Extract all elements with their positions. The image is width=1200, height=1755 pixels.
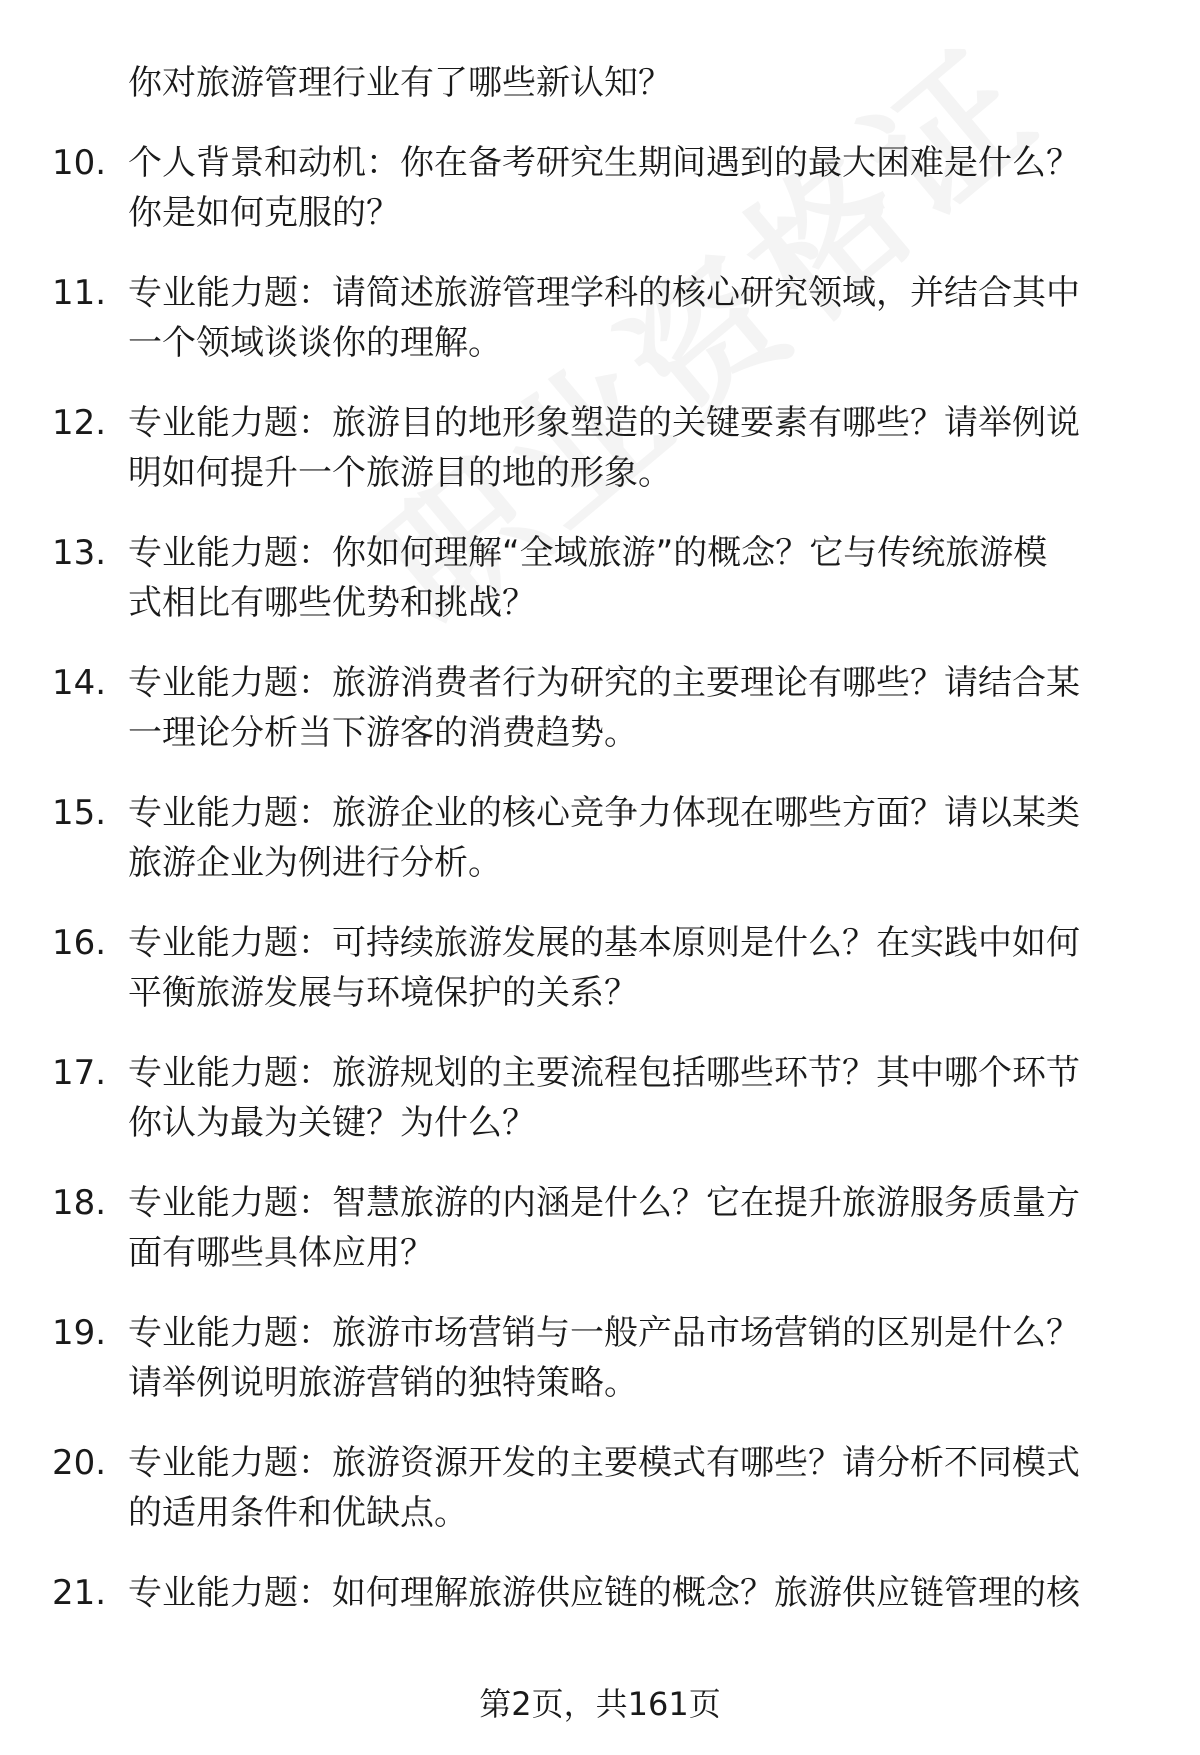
question-item	[0, 398, 1200, 526]
question-item	[0, 1438, 1200, 1566]
page-footer: 第2页，共161页	[479, 1685, 721, 1723]
question-number: 19.	[52, 1313, 107, 1353]
question-text-line: 式相比有哪些优势和挑战？	[128, 583, 536, 623]
question-text-line: 专业能力题：智慧旅游的内涵是什么？它在提升旅游服务质量方	[128, 1183, 1080, 1223]
question-item	[0, 138, 1200, 266]
question-item	[0, 1568, 1200, 1696]
question-number: 13.	[52, 533, 107, 573]
question-text-line: 你是如何克服的？	[128, 193, 400, 233]
question-number: 16.	[52, 923, 107, 963]
question-text-line: 请举例说明旅游营销的独特策略。	[128, 1363, 638, 1403]
question-item	[0, 1048, 1200, 1176]
question-number: 12.	[52, 403, 107, 443]
question-text-line: 专业能力题：旅游规划的主要流程包括哪些环节？其中哪个环节	[128, 1053, 1080, 1093]
question-number: 15.	[52, 793, 107, 833]
question-number: 20.	[52, 1443, 107, 1483]
question-text-line: 专业能力题：请简述旅游管理学科的核心研究领域，并结合其中	[128, 273, 1080, 313]
question-number: 21.	[52, 1573, 107, 1613]
question-text-line: 明如何提升一个旅游目的地的形象。	[128, 453, 672, 493]
question-text-line: 一理论分析当下游客的消费趋势。	[128, 713, 638, 753]
question-text-line: 专业能力题：旅游资源开发的主要模式有哪些？请分析不同模式	[128, 1443, 1080, 1483]
question-text-line: 的适用条件和优缺点。	[128, 1493, 468, 1533]
question-text-line: 专业能力题：旅游市场营销与一般产品市场营销的区别是什么？	[128, 1313, 1080, 1353]
continuation-text: 你对旅游管理行业有了哪些新认知？	[128, 63, 672, 103]
question-item	[0, 528, 1200, 656]
question-item	[0, 918, 1200, 1046]
question-text-line: 面有哪些具体应用？	[128, 1233, 434, 1273]
question-number: 18.	[52, 1183, 107, 1223]
question-number: 17.	[52, 1053, 107, 1093]
question-text-line: 平衡旅游发展与环境保护的关系？	[128, 973, 638, 1013]
question-text-line: 你认为最为关键？为什么？	[128, 1103, 536, 1143]
question-text-line: 专业能力题：旅游目的地形象塑造的关键要素有哪些？请举例说	[128, 403, 1080, 443]
question-text-line: 一个领域谈谈你的理解。	[128, 323, 502, 363]
question-number: 14.	[52, 663, 107, 703]
question-text-line: 专业能力题：你如何理解“全域旅游”的概念？它与传统旅游模	[128, 533, 1048, 573]
question-text-line: 专业能力题：旅游企业的核心竞争力体现在哪些方面？请以某类	[128, 793, 1080, 833]
question-text-line: 个人背景和动机：你在备考研究生期间遇到的最大困难是什么？	[128, 143, 1080, 183]
question-text-line: 专业能力题：旅游消费者行为研究的主要理论有哪些？请结合某	[128, 663, 1080, 703]
question-text-line: 专业能力题：可持续旅游发展的基本原则是什么？在实践中如何	[128, 923, 1080, 963]
question-item	[0, 268, 1200, 396]
question-text-line: 旅游企业为例进行分析。	[128, 843, 502, 883]
question-item	[0, 658, 1200, 786]
question-item	[0, 1178, 1200, 1306]
question-list	[0, 138, 1200, 1698]
question-number: 10.	[52, 143, 107, 183]
question-item	[0, 788, 1200, 916]
question-number: 11.	[52, 273, 107, 313]
question-text-line: 专业能力题：如何理解旅游供应链的概念？旅游供应链管理的核	[128, 1573, 1080, 1613]
question-item	[0, 1308, 1200, 1436]
